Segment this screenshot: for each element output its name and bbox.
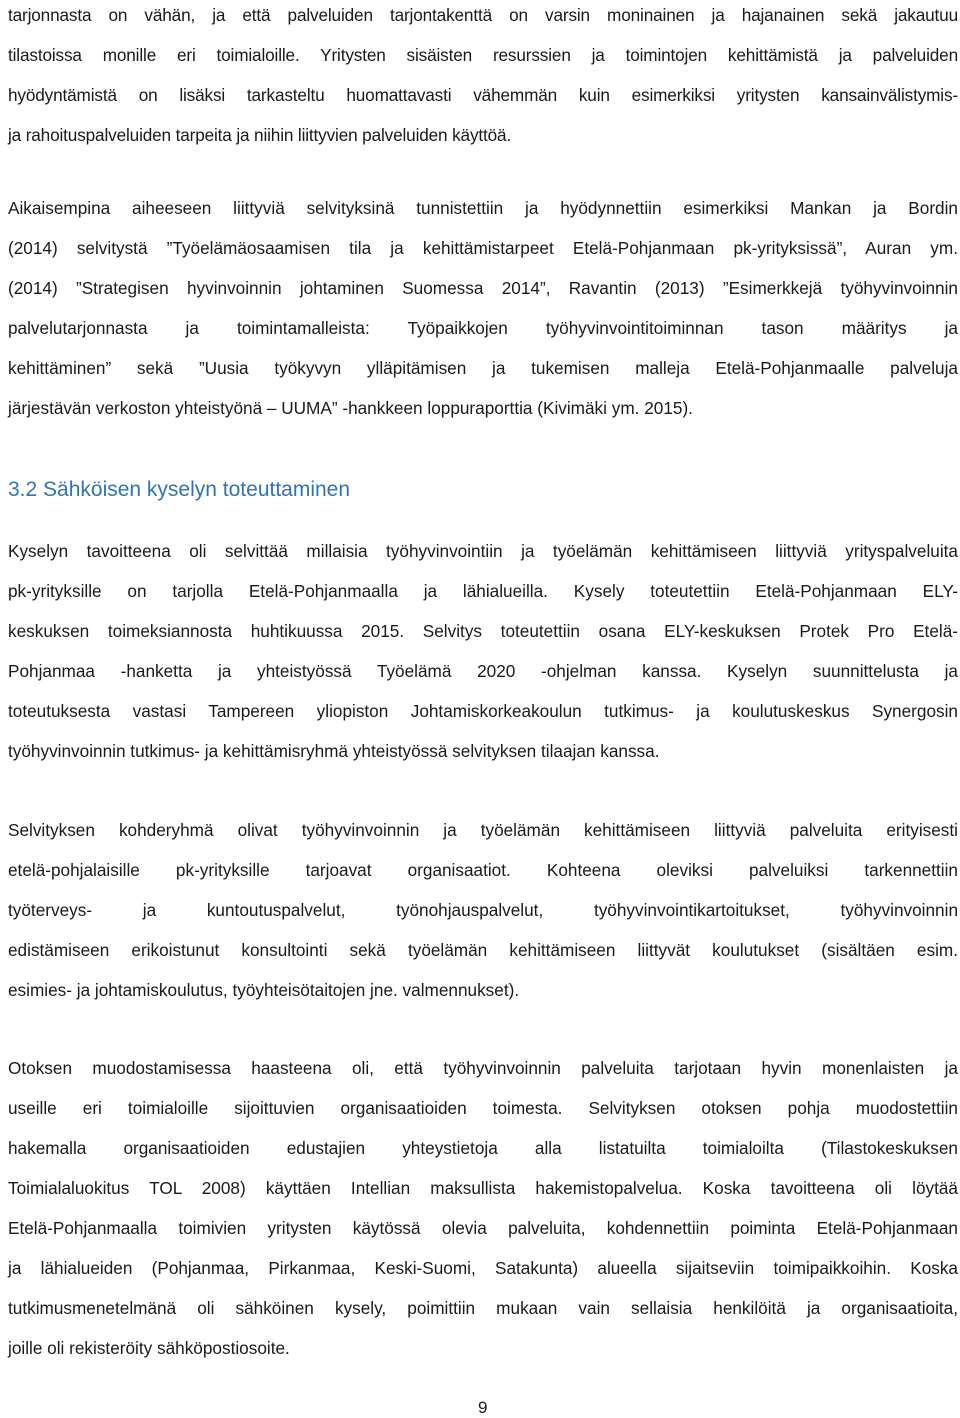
text-line: tutkimusmenetelmänä oli sähköinen kysely, poimittiin mukaan vain sellaisia henkilöitä ja organisaatioita, [8, 1298, 958, 1318]
paragraph-intro-continuation [8, 0, 958, 155]
paragraph-sampling [8, 1048, 958, 1368]
text-line: Otoksen muodostamisessa haasteena oli, että työhyvinvoinnin palveluita tarjotaan hyvin monenlaisten ja [8, 1058, 958, 1078]
paragraph-target-group [8, 810, 958, 1010]
text-line: Etelä-Pohjanmaalla toimivien yritysten käytössä olevia palveluita, kohdennettiin poiminta Etelä-Pohjanmaan [8, 1218, 958, 1238]
text-line: Toimialaluokitus TOL 2008) käyttäen Intellian maksullista hakemistopalvelua. Koska tavoitteena oli löytää [8, 1178, 958, 1198]
text-line: pk-yrityksille on tarjolla Etelä-Pohjanmaalla ja lähialueilla. Kysely toteutettiin Etelä-Pohjanmaan ELY- [8, 581, 958, 601]
text-line: tilastoissa monille eri toimialoille. Yritysten sisäisten resurssien ja toimintojen kehittämistä ja palveluiden [8, 45, 958, 65]
text-line: ja rahoituspalveluiden tarpeita ja niihin liittyvien palveluiden käyttöä. [8, 125, 512, 145]
text-line: Aikaisempina aiheeseen liittyviä selvityksinä tunnistettiin ja hyödynnettiin esimerkiksi Mankan ja Bordin [8, 198, 958, 218]
text-line: (2014) selvitystä ”Työelämäosaamisen tila ja kehittämistarpeet Etelä-Pohjanmaan pk-yrityksissä”, Auran ym. [8, 238, 958, 258]
text-line: palvelutarjonnasta ja toimintamalleista: Työpaikkojen työhyvinvointitoiminnan tason määritys ja [8, 318, 958, 338]
text-line: keskuksen toimeksiannosta huhtikuussa 2015. Selvitys toteutettiin osana ELY-keskuksen Protek Pro Etelä- [8, 621, 958, 641]
text-line: työhyvinvoinnin tutkimus- ja kehittämisryhmä yhteistyössä selvityksen tilaajan kanssa. [8, 741, 660, 761]
text-line: edistämiseen erikoistunut konsultointi sekä työelämän kehittämiseen liittyvät koulutukset (sisältäen esim. [8, 940, 958, 960]
paragraph-survey-implementation [8, 531, 958, 771]
section-heading: 3.2 Sähköisen kyselyn toteuttaminen [8, 478, 351, 501]
text-line: kehittäminen” sekä ”Uusia työkyvyn ylläpitämisen ja tukemisen malleja Etelä-Pohjanmaalle palveluja [8, 358, 958, 378]
text-line: (2014) ”Strategisen hyvinvoinnin johtaminen Suomessa 2014”, Ravantin (2013) ”Esimerkkejä työhyvinvoinnin [8, 278, 958, 298]
text-line: etelä-pohjalaisille pk-yrityksille tarjoavat organisaatiot. Kohteena oleviksi palveluiksi tarkennettiin [8, 860, 958, 880]
text-line: toteutuksesta vastasi Tampereen yliopiston Johtamiskorkeakoulun tutkimus- ja koulutuskeskus Synergosin [8, 701, 958, 721]
text-line: tarjonnasta on vähän, ja että palveluiden tarjontakenttä on varsin moninainen ja hajanainen sekä jakautuu [8, 5, 958, 25]
text-line: järjestävän verkoston yhteistyönä – UUMA” -hankkeen loppuraporttia (Kivimäki ym. 2015). [8, 398, 693, 418]
document-page [8, 0, 958, 1418]
text-line: Pohjanmaa -hanketta ja yhteistyössä Työelämä 2020 -ohjelman kanssa. Kyselyn suunnittelusta ja [8, 661, 958, 681]
text-line: esimies- ja johtamiskoulutus, työyhteisötaitojen jne. valmennukset). [8, 980, 520, 1000]
text-line: Selvityksen kohderyhmä olivat työhyvinvoinnin ja työelämän kehittämiseen liittyviä palveluita erityisesti [8, 820, 958, 840]
text-line: hakemalla organisaatioiden edustajien yhteystietoja alla listatuilta toimialoilta (Tilastokeskuksen [8, 1138, 958, 1158]
text-line: joille oli rekisteröity sähköpostiosoite. [8, 1338, 290, 1358]
page-number: 9 [478, 1398, 488, 1417]
text-line: työterveys- ja kuntoutuspalvelut, työnohjauspalvelut, työhyvinvointikartoitukset, työhyvinvoinnin [8, 900, 958, 920]
text-line: hyödyntämistä on lisäksi tarkasteltu huomattavasti vähemmän kuin esimerkiksi yritysten kansainvälistymis- [8, 85, 958, 105]
text-line: Kyselyn tavoitteena oli selvittää millaisia työhyvinvointiin ja työelämän kehittämiseen liittyviä yrityspalveluita [8, 541, 958, 561]
paragraph-previous-studies [8, 188, 958, 428]
text-line: useille eri toimialoille sijoittuvien organisaatioiden toimesta. Selvityksen otoksen pohja muodostettiin [8, 1098, 958, 1118]
text-line: ja lähialueiden (Pohjanmaa, Pirkanmaa, Keski-Suomi, Satakunta) alueella sijaitseviin toimipaikkoihin. Koska [8, 1258, 958, 1278]
